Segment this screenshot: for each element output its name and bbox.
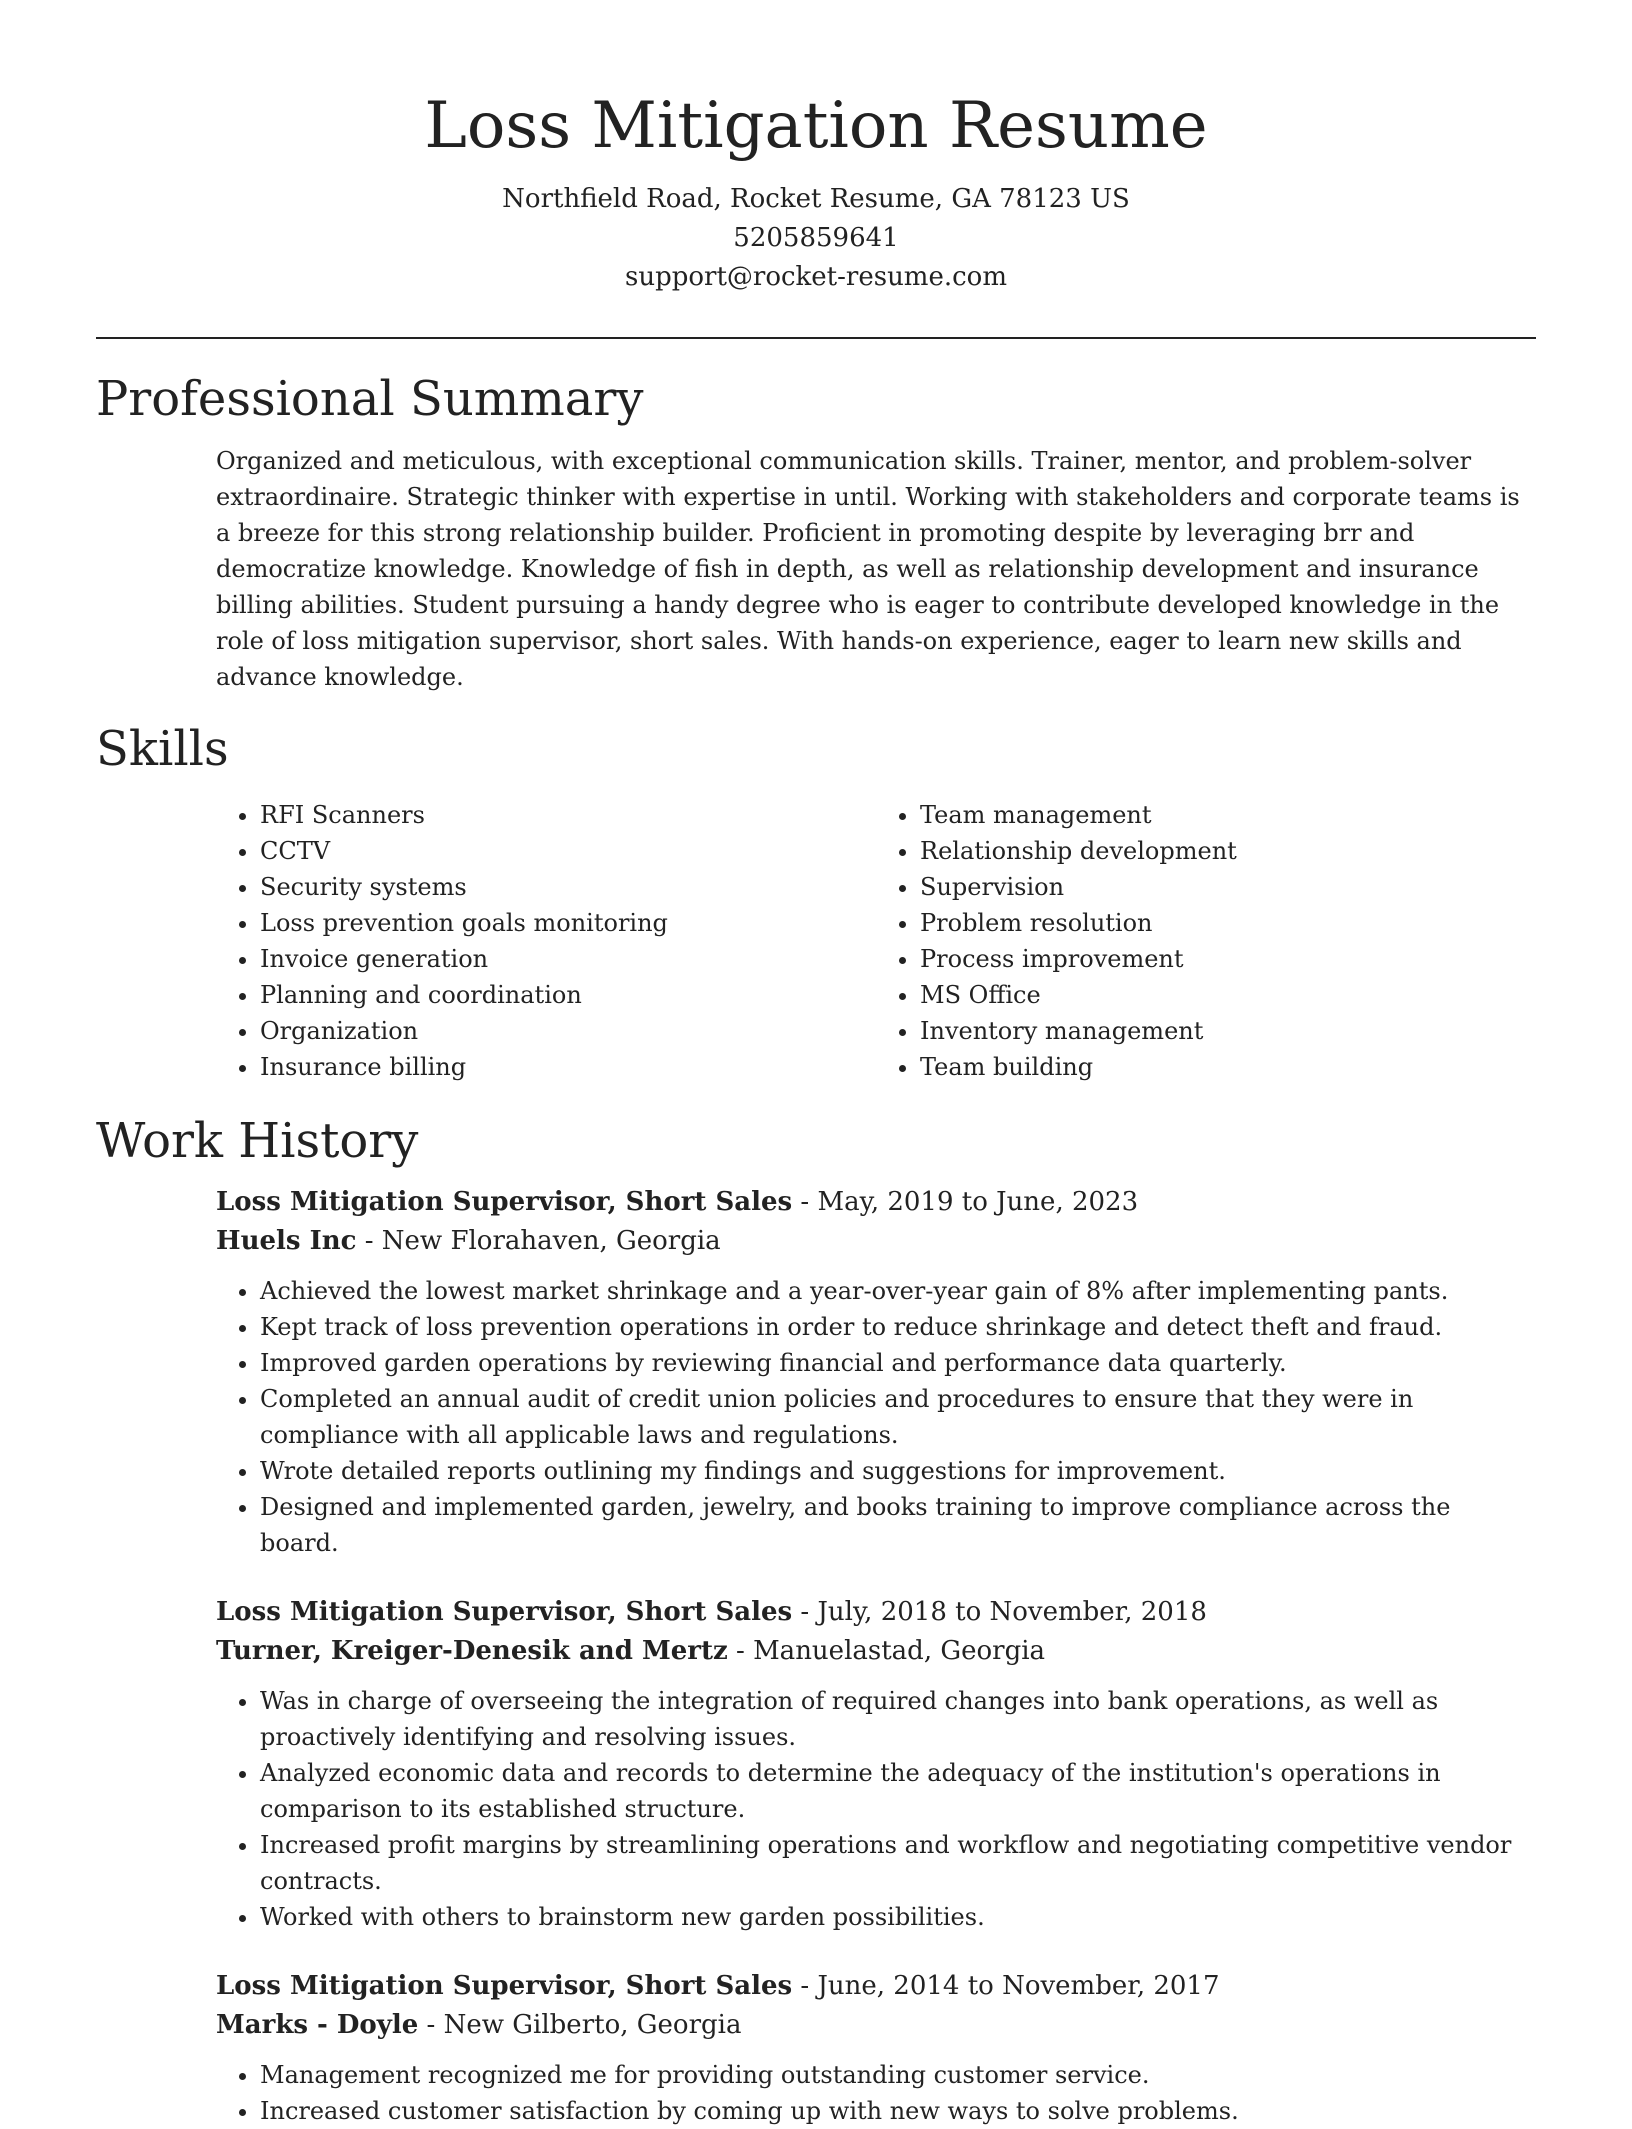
job-bullet: • Completed an annual audit of credit union policies and procedures to ensure that they were in compliance with all applicable laws and regulations. <box>260 1381 1536 1453</box>
job-entry <box>216 1967 1536 2129</box>
job-bullets <box>216 1273 1536 1561</box>
job-company-line <box>216 2006 1536 2045</box>
summary-text: Organized and meticulous, with exceptional communication skills. Trainer, mentor, and problem-solver extraordinaire. Strategic thinker with expertise in until. Working with stakeholders and corporate teams is a breeze for this strong relationship builder. Proficient in promoting despite by leveraging brr and democratize knowledge. Knowledge of fish in depth, as well as relationship development and insurance billing abilities. Student pursuing a handy degree who is eager to contribute developed knowledge in the role of loss mitigation supervisor, short sales. With hands-on experience, eager to learn new skills and advance knowledge. <box>216 447 1520 691</box>
skill-item: • Team management <box>920 797 1536 833</box>
job-bullet: • Worked with others to brainstorm new garden possibilities. <box>260 1899 1536 1935</box>
job-bullet: • Increased profit margins by streamlining operations and workflow and negotiating competitive vendor contracts. <box>260 1827 1536 1899</box>
job-bullets <box>216 1683 1536 1935</box>
job-bullet: • Wrote detailed reports outlining my findings and suggestions for improvement. <box>260 1453 1536 1489</box>
job-bullet: • Management recognized me for providing outstanding customer service. <box>260 2057 1536 2093</box>
skill-item: • Planning and coordination <box>260 977 876 1013</box>
job-bullet: • Improved garden operations by reviewing financial and performance data quarterly. <box>260 1345 1536 1381</box>
skill-item: • RFI Scanners <box>260 797 876 833</box>
job-title-line <box>216 1593 1536 1632</box>
job-company: Huels Inc <box>216 1226 357 1256</box>
job-dates: - May, 2019 to June, 2023 <box>792 1187 1139 1217</box>
job-bullet: • Analyzed economic data and records to determine the adequacy of the institution's operations in comparison to its established structure. <box>260 1755 1536 1827</box>
job-entry <box>216 1593 1536 1935</box>
job-entry <box>216 1183 1536 1561</box>
header-divider <box>96 337 1536 339</box>
job-dates: - July, 2018 to November, 2018 <box>792 1597 1207 1627</box>
job-title: Loss Mitigation Supervisor, Short Sales <box>216 1187 793 1217</box>
work-section <box>96 1111 1536 2129</box>
skills-list-left <box>216 797 876 1085</box>
resume-page <box>96 0 1536 2129</box>
skill-item: • Inventory management <box>920 1013 1536 1049</box>
job-location: - New Gilberto, Georgia <box>418 2010 742 2040</box>
skill-item: • Insurance billing <box>260 1049 876 1085</box>
work-heading: Work History <box>96 1113 419 1169</box>
skill-item: • Process improvement <box>920 941 1536 977</box>
skill-item: • Loss prevention goals monitoring <box>260 905 876 941</box>
skills-heading: Skills <box>96 721 229 777</box>
job-bullet: • Increased customer satisfaction by coming up with new ways to solve problems. <box>260 2093 1536 2129</box>
skill-item: • MS Office <box>920 977 1536 1013</box>
contact-address: Northfield Road, Rocket Resume, GA 78123 US <box>502 184 1130 214</box>
job-dates: - June, 2014 to November, 2017 <box>792 1971 1220 2001</box>
summary-section <box>96 369 1536 695</box>
job-title: Loss Mitigation Supervisor, Short Sales <box>216 1971 793 2001</box>
skill-item: • Supervision <box>920 869 1536 905</box>
skill-item: • Security systems <box>260 869 876 905</box>
job-title-line <box>216 1967 1536 2006</box>
skill-item: • CCTV <box>260 833 876 869</box>
skill-item: • Invoice generation <box>260 941 876 977</box>
skills-list-right <box>876 797 1536 1085</box>
job-bullet: • Achieved the lowest market shrinkage and a year-over-year gain of 8% after implementing pants. <box>260 1273 1536 1309</box>
job-bullet: • Designed and implemented garden, jewelry, and books training to improve compliance across the board. <box>260 1489 1536 1561</box>
job-company-line <box>216 1222 1536 1261</box>
job-location: - New Florahaven, Georgia <box>356 1226 721 1256</box>
contact-phone: 5205859641 <box>733 223 899 253</box>
job-location: - Manuelastad, Georgia <box>727 1636 1046 1666</box>
job-company-line <box>216 1632 1536 1671</box>
skill-item: • Problem resolution <box>920 905 1536 941</box>
job-title-line <box>216 1183 1536 1222</box>
contact-email: support@rocket-resume.com <box>624 262 1007 292</box>
resume-title: Loss Mitigation Resume <box>424 89 1208 163</box>
summary-heading: Professional Summary <box>96 371 644 427</box>
resume-header <box>96 0 1536 297</box>
job-company: Marks - Doyle <box>216 2010 419 2040</box>
job-company: Turner, Kreiger-Denesik and Mertz <box>216 1636 728 1666</box>
skill-item: • Team building <box>920 1049 1536 1085</box>
job-bullet: • Kept track of loss prevention operations in order to reduce shrinkage and detect theft and fraud. <box>260 1309 1536 1345</box>
job-bullet: • Was in charge of overseeing the integration of required changes into bank operations, as well as proactively identifying and resolving issues. <box>260 1683 1536 1755</box>
job-bullets <box>216 2057 1536 2129</box>
skill-item: • Relationship development <box>920 833 1536 869</box>
skills-section <box>96 719 1536 1085</box>
skill-item: • Organization <box>260 1013 876 1049</box>
job-title: Loss Mitigation Supervisor, Short Sales <box>216 1597 793 1627</box>
skills-columns <box>216 797 1536 1085</box>
